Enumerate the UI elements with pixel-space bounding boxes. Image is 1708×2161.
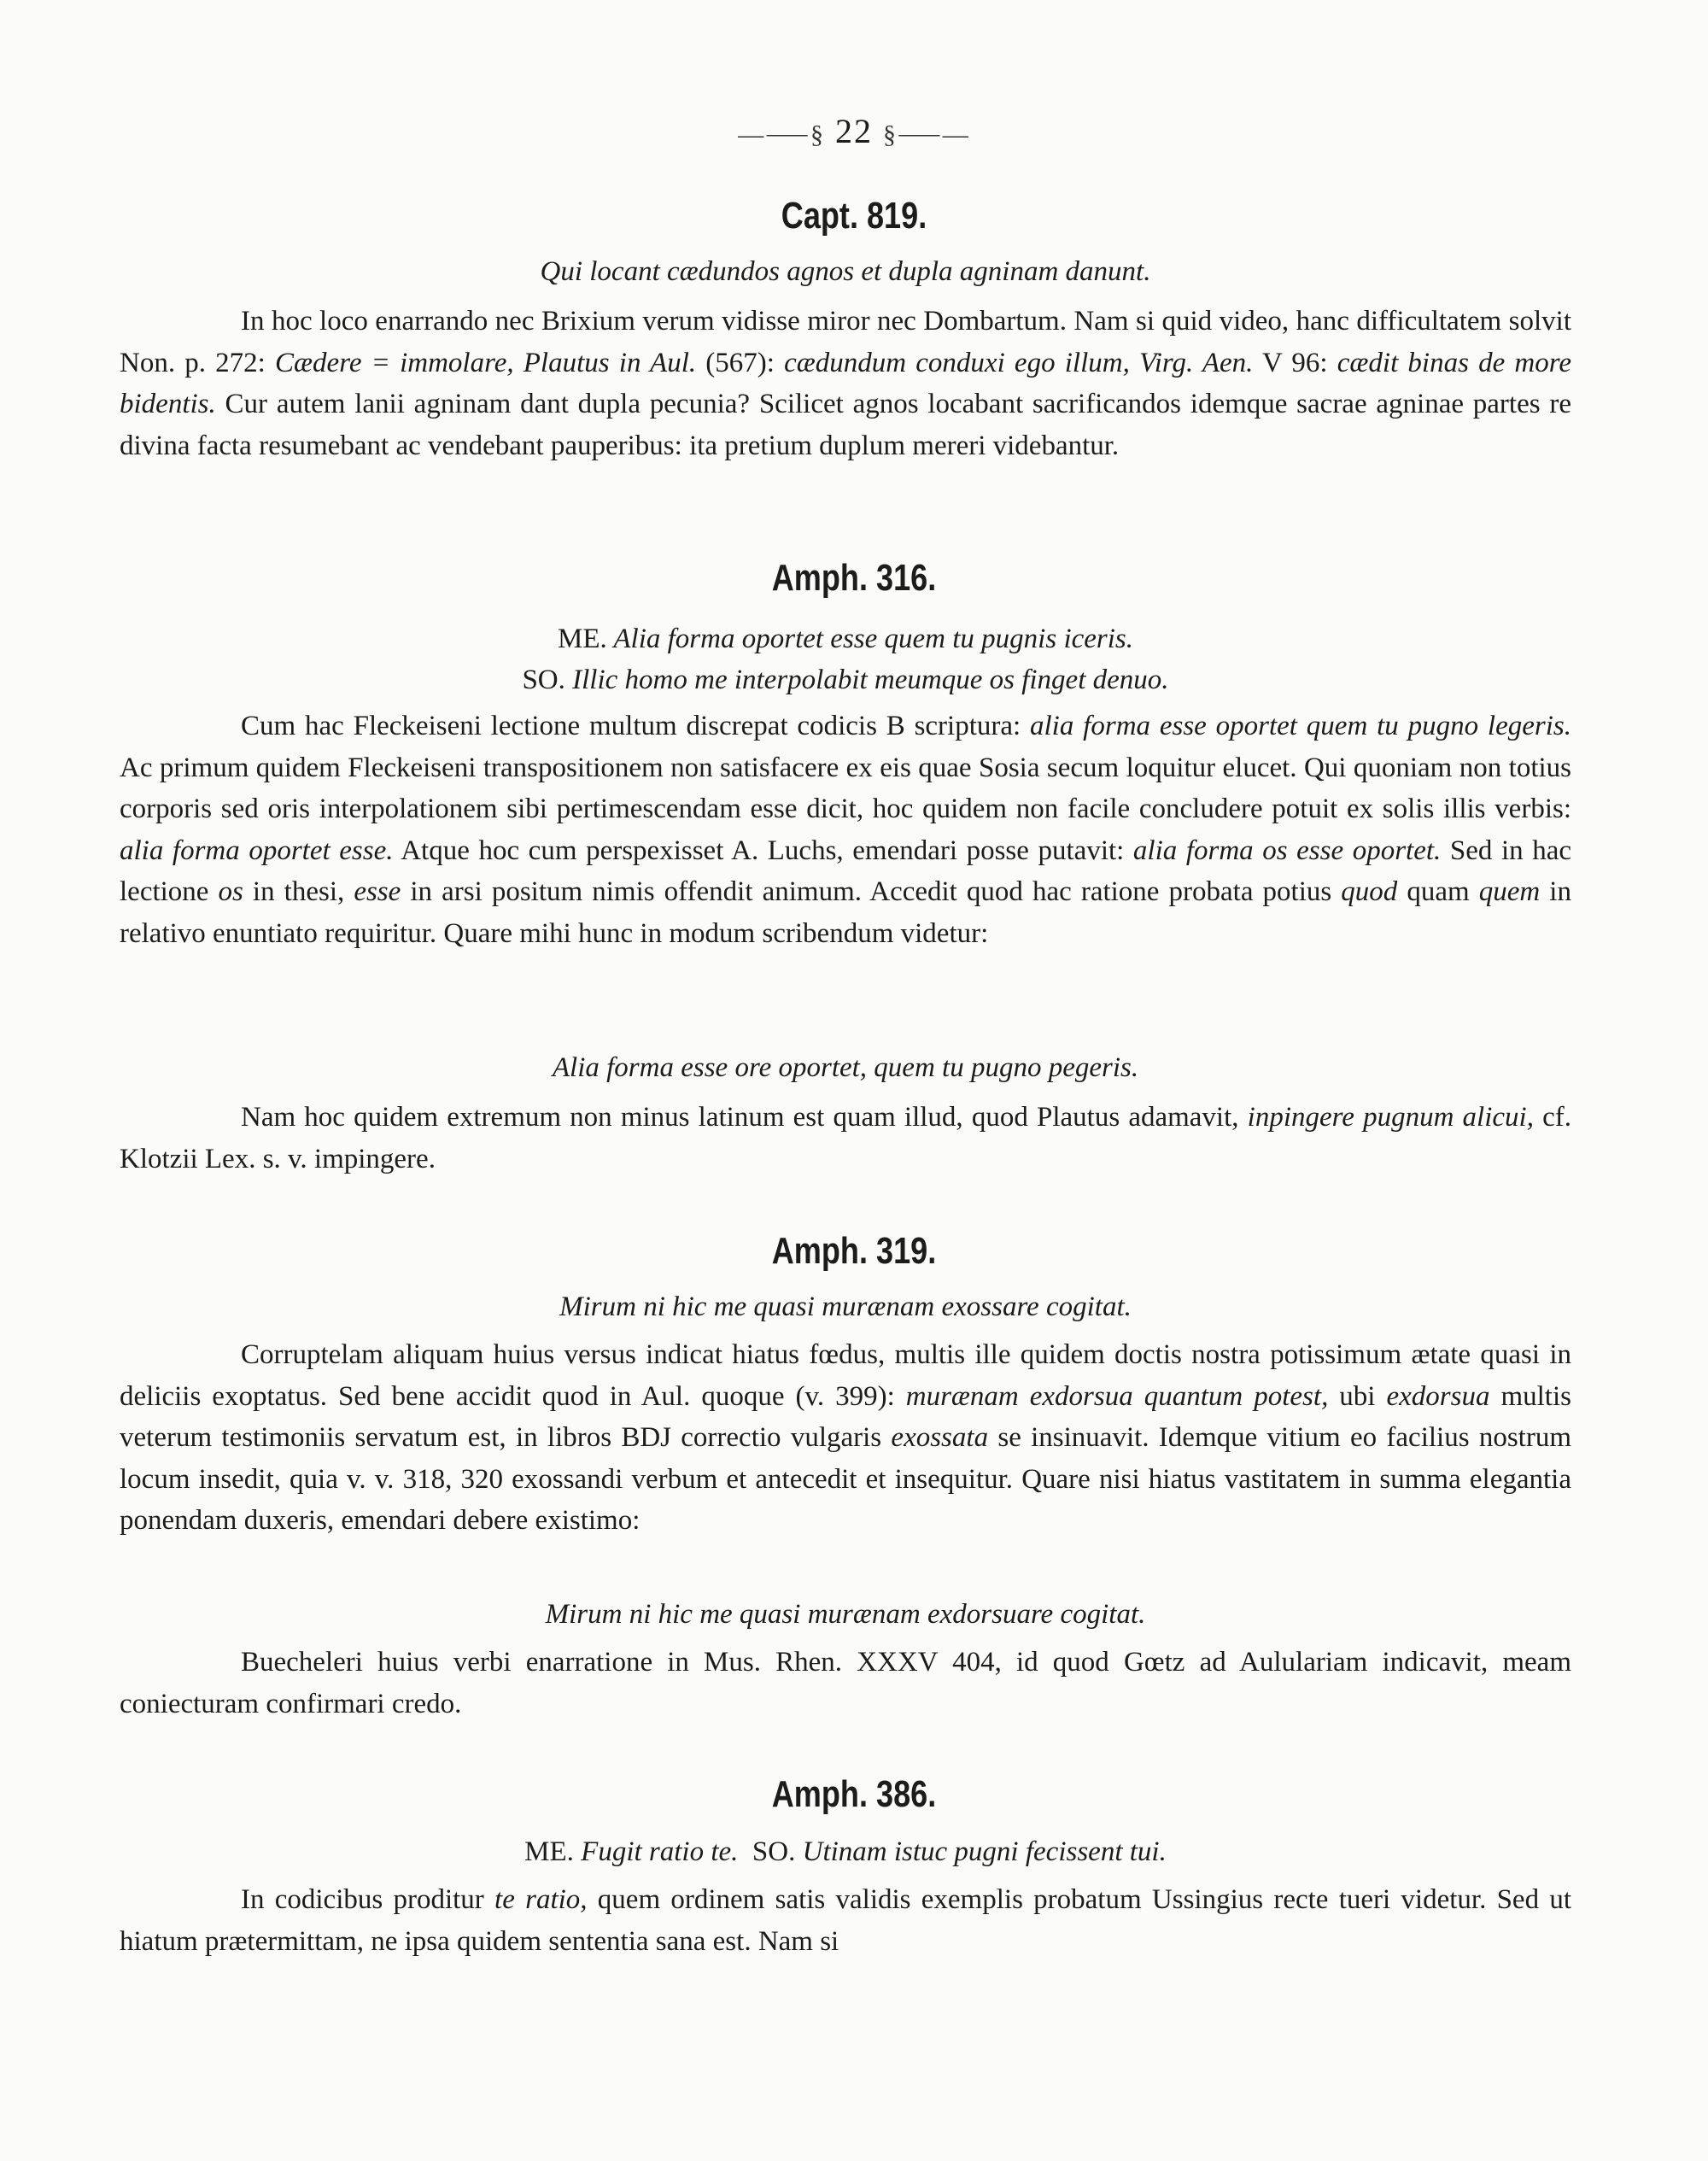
section-heading-amph-316: Amph. 316. (771, 557, 937, 599)
section-heading-amph-319: Amph. 319. (771, 1230, 937, 1272)
ornament-left: —⸺§ (738, 120, 825, 149)
verse-line: ME. Fugit ratio te. SO. Utinam istuc pugni fecissent tui. (524, 1836, 1167, 1867)
paragraph: Buecheleri huius verbi enarratione in Mus. Rhen. XXXV 404, id quod Gœtz ad Aululariam indicavit, meam coniecturam confirmari credo. (120, 1647, 1571, 1719)
page-number: 22 (835, 112, 873, 150)
verse-line: ME. Alia forma oportet esse quem tu pugnis iceris. (557, 624, 1134, 654)
verse-line: SO. Illic homo me interpolabit meumque os finget denuo. (522, 665, 1169, 695)
page-number-header (0, 111, 1708, 151)
paragraph: Nam hoc quidem extremum non minus latinum est quam illud, quod Plautus adamavit, inpingere pugnum alicui, cf. Klotzii Lex. s. v. impingere. (120, 1102, 1572, 1174)
paragraph: Cum hac Fleckeiseni lectione multum discrepat codicis B scriptura: alia forma esse oportet quem tu pugno legeris. Ac primum quidem Fleckeiseni transpositionem non satisfacere ex eis quae Sosia secum loquitur elucet. Qui quoniam non totius corporis sed oris interpolationem sibi pertimescendam esse dicit, hoc quidem non facile concludere potuit ex solis illis verbis: alia forma oportet esse. Atque hoc cum perspexisset A. Luchs, emendari posse putavit: alia forma os esse oportet. Sed in hac lectione os in thesi, esse in arsi positum nimis offendit animum. Accedit quod hac ratione probata potius quod quam quem in relativo enuntiato requiritur. Quare mihi hunc in modum scribendum videtur: (120, 711, 1571, 949)
verse-emendation: Alia forma esse ore oportet, quem tu pugno pegeris. (552, 1052, 1139, 1083)
paragraph: Corruptelam aliquam huius versus indicat hiatus fœdus, multis ille quidem doctis nostra potissimum ætate quasi in deliciis exoptatus. Sed bene accidit quod in Aul. quoque (v. 399): murænam exdorsua quantum potest, ubi exdorsua multis veterum testimoniis servatum est, in libros BDJ correctio vulgaris exossata se insinuavit. Idemque vitium eo facilius nostrum locum insedit, quia v. v. 318, 320 exossandi verbum et antecedit et insequitur. Quare nisi hiatus vastitatem in summa elegantia ponendam duxeris, emendari debere existimo: (120, 1339, 1571, 1536)
section-heading-capt-819: Capt. 819. (781, 195, 927, 237)
paragraph: In hoc loco enarrando nec Brixium verum vidisse miror nec Dombartum. Nam si quid video, hanc difficultatem solvit Non. p. 272: Cædere = immolare, Plautus in Aul. (567): cædundum conduxi ego illum, Virg. Aen. V 96: cædit binas de more bidentis. Cur autem lanii agninam dant dupla pecunia? Scilicet agnos locabant sacrificandos idemque sacrae agninae partes re divina facta resumebant ac vendebant pauperibus: ita pretium duplum mereri videbantur. (120, 306, 1572, 461)
verse-emendation: Mirum ni hic me quasi murænam exdorsuare cogitat. (545, 1599, 1146, 1630)
verse-quote: Qui locant cædundos agnos et dupla agninam danunt. (540, 256, 1151, 287)
ornament-right: §⸺— (883, 120, 970, 149)
paragraph: In codicibus proditur te ratio, quem ordinem satis validis exemplis probatum Ussingius recte tueri videtur. Sed ut hiatum prætermittam, ne ipsa quidem sententia sana est. Nam si (120, 1884, 1571, 1957)
section-heading-amph-386: Amph. 386. (771, 1773, 937, 1815)
verse-quote: Mirum ni hic me quasi murænam exossare cogitat. (559, 1291, 1132, 1322)
